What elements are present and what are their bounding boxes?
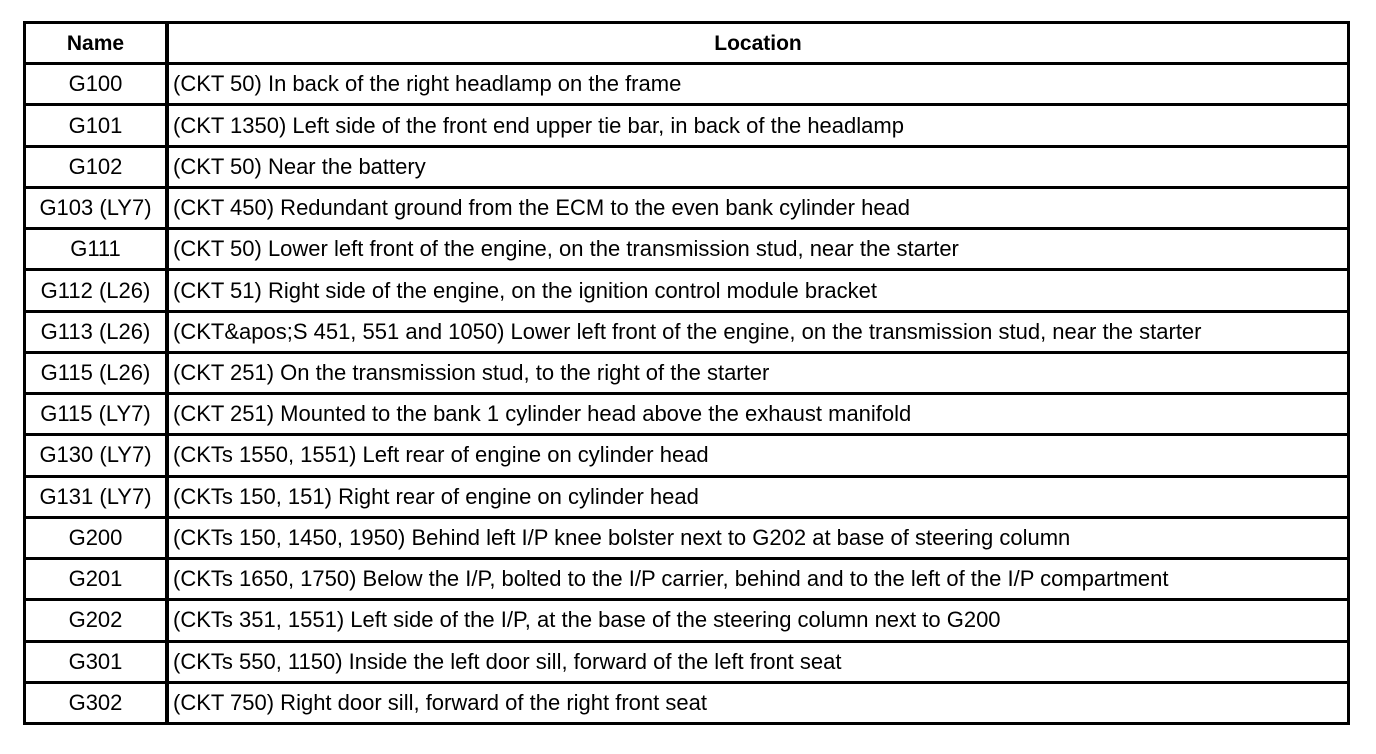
table-row xyxy=(26,640,1347,681)
name-cell: G301 xyxy=(26,643,169,681)
name-cell: G113 (L26) xyxy=(26,313,169,351)
table-row xyxy=(26,351,1347,392)
name-cell: G201 xyxy=(26,560,169,598)
name-cell: G112 (L26) xyxy=(26,271,169,309)
location-cell: (CKT 1350) Left side of the front end upper tie bar, in back of the headlamp xyxy=(173,112,904,138)
table-row xyxy=(26,310,1347,351)
table-row xyxy=(26,145,1347,186)
table-row xyxy=(26,392,1347,433)
location-cell: (CKT 251) On the transmission stud, to the right of the starter xyxy=(173,359,770,385)
location-cell: (CKTs 550, 1150) Inside the left door sill, forward of the left front seat xyxy=(173,648,842,674)
location-cell: (CKT&apos;S 451, 551 and 1050) Lower left front of the engine, on the transmission stud, near the starter xyxy=(173,318,1202,344)
table-row xyxy=(26,516,1347,557)
location-cell: (CKT 50) Lower left front of the engine, on the transmission stud, near the starter xyxy=(173,236,959,262)
table-row xyxy=(26,103,1347,144)
location-cell: (CKTs 1650, 1750) Below the I/P, bolted to the I/P carrier, behind and to the left of the I/P compartment xyxy=(173,566,1169,592)
name-cell: G200 xyxy=(26,519,169,557)
table-row xyxy=(26,681,1347,722)
name-cell: G103 (LY7) xyxy=(26,189,169,227)
location-cell: (CKT 251) Mounted to the bank 1 cylinder head above the exhaust manifold xyxy=(173,401,912,427)
table-row xyxy=(26,62,1347,103)
table-row xyxy=(26,557,1347,598)
name-cell: G100 xyxy=(26,65,169,103)
location-cell: (CKT 50) Near the battery xyxy=(173,153,426,179)
location-cell: (CKTs 150, 151) Right rear of engine on cylinder head xyxy=(173,483,699,509)
table-row xyxy=(26,475,1347,516)
table-row xyxy=(26,186,1347,227)
name-cell: G302 xyxy=(26,684,169,722)
column-header-location: Location xyxy=(714,31,802,55)
name-cell: G202 xyxy=(26,601,169,639)
location-cell: (CKT 50) In back of the right headlamp on the frame xyxy=(173,71,682,97)
location-cell: (CKTs 351, 1551) Left side of the I/P, at the base of the steering column next to G200 xyxy=(173,607,1001,633)
table-row xyxy=(26,433,1347,474)
column-header-name: Name xyxy=(26,24,169,62)
table-row xyxy=(26,227,1347,268)
name-cell: G131 (LY7) xyxy=(26,478,169,516)
location-cell: (CKT 450) Redundant ground from the ECM to the even bank cylinder head xyxy=(173,195,911,221)
table-row xyxy=(26,598,1347,639)
location-cell: (CKTs 1550, 1551) Left rear of engine on cylinder head xyxy=(173,442,709,468)
name-cell: G111 xyxy=(26,230,169,268)
name-cell: G130 (LY7) xyxy=(26,436,169,474)
ground-locations-table xyxy=(23,21,1350,725)
location-cell: (CKT 750) Right door sill, forward of the right front seat xyxy=(173,689,707,715)
name-cell: G102 xyxy=(26,148,169,186)
location-cell: (CKT 51) Right side of the engine, on the ignition control module bracket xyxy=(173,277,877,303)
location-cell: (CKTs 150, 1450, 1950) Behind left I/P knee bolster next to G202 at base of steering column xyxy=(173,524,1071,550)
name-cell: G101 xyxy=(26,106,169,144)
table-header-row xyxy=(26,24,1347,62)
name-cell: G115 (LY7) xyxy=(26,395,169,433)
table-row xyxy=(26,268,1347,309)
name-cell: G115 (L26) xyxy=(26,354,169,392)
